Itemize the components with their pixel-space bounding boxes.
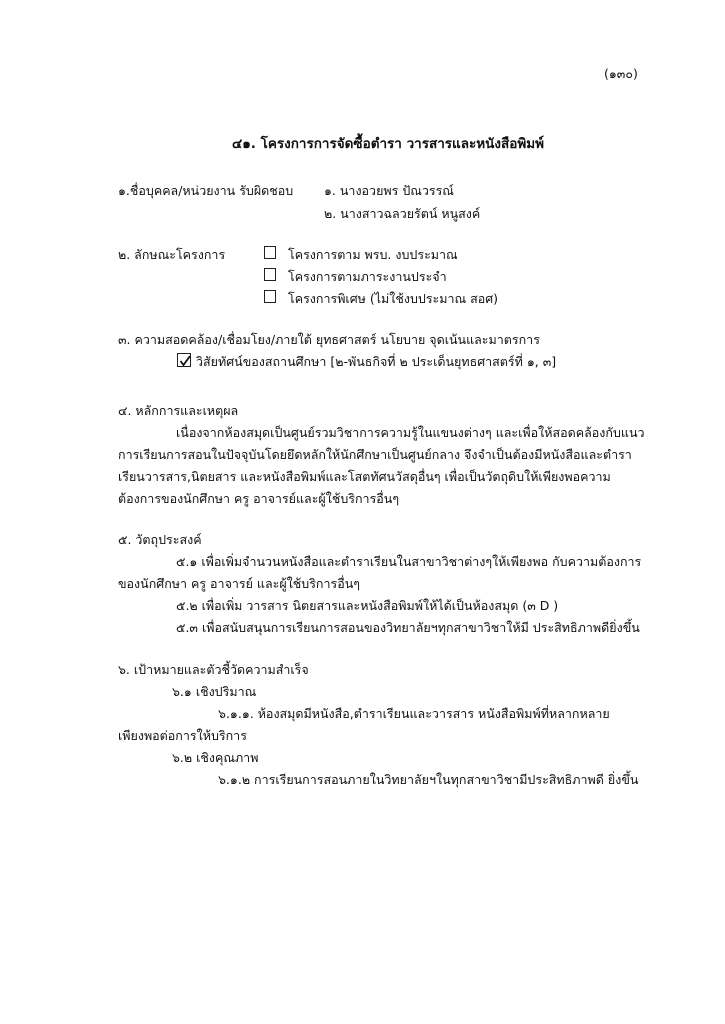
objectives-label: ๕. วัตถุประสงค์ <box>118 532 202 547</box>
alignment-item: วิสัยทัศน์ของสถานศึกษา [๒-พันธกิจที่ ๒ ประเด็นยุทธศาสตร์ที่ ๑, ๓] <box>196 354 557 369</box>
project-type-label: ๒. ลักษณะโครงการ <box>118 247 226 262</box>
check-icon <box>178 354 192 368</box>
rationale-line-1: เนื่องจากห้องสมุดเป็นศูนย์รวมวิชาการความรู้ในแขนงต่างๆ และเพื่อให้สอดคล้องกับแนว <box>176 425 645 440</box>
responsible-person-1: ๑. นางอวยพร ปัณวรรณ์ <box>324 183 454 198</box>
alignment-label: ๓. ความสอดคล้อง/เชื่อมโยง/ภายใต้ ยุทธศาสตร์ นโยบาย จุดเน้นและมาตรการ <box>118 332 540 347</box>
quantity-target-item-continued: เพียงพอต่อการให้บริการ <box>118 728 247 743</box>
project-type-option-1: โครงการตาม พรบ. งบประมาณ <box>288 247 458 262</box>
objective-1-continued: ของนักศึกษา ครู อาจารย์ และผู้ใช้บริการอื่นๆ <box>118 576 360 591</box>
page-title: ๔๑. โครงการการจัดซื้อตำรา วารสารและหนังสือพิมพ์ <box>232 136 545 152</box>
project-type-checkbox-2[interactable] <box>264 268 276 281</box>
rationale-line-3: เรียนวารสาร,นิตยสาร และหนังสือพิมพ์และโสตทัศนวัสดุอื่นๆ เพื่อเป็นวัตถุดิบให้เพียงพอความ <box>118 469 611 484</box>
project-type-checkbox-1[interactable] <box>264 246 276 259</box>
responsible-label: ๑.ชื่อบุคคล/หน่วยงาน รับผิดชอบ <box>118 183 294 198</box>
page-number: (๑๓๐) <box>604 66 638 81</box>
quantity-target-label: ๖.๑ เชิงปริมาณ <box>172 684 257 699</box>
objective-3: ๕.๓ เพื่อสนับสนุนการเรียนการสอนของวิทยาลัยฯทุกสาขาวิชาให้มี ประสิทธิภาพดียิ่งขึ้น <box>176 620 640 635</box>
project-type-option-2: โครงการตามภาระงานประจำ <box>288 269 447 284</box>
objective-1: ๕.๑ เพื่อเพิ่มจำนวนหนังสือและตำราเรียนในสาขาวิชาต่างๆให้เพียงพอ กับความต้องการ <box>176 554 642 569</box>
responsible-person-2: ๒. นางสาวฉลวยรัตน์ หนูสงค์ <box>324 206 481 221</box>
quantity-target-item: ๖.๑.๑. ห้องสมุดมีหนังสือ,ตำราเรียนและวารสาร หนังสือพิมพ์ที่หลากหลาย <box>218 706 610 721</box>
objective-2: ๕.๒ เพื่อเพิ่ม วารสาร นิตยสารและหนังสือพิมพ์ให้ได้เป็นห้องสมุด (๓ D ) <box>176 598 559 613</box>
targets-label: ๖. เป้าหมายและตัวชี้วัดความสำเร็จ <box>118 662 309 677</box>
quality-target-label: ๖.๒ เชิงคุณภาพ <box>172 750 259 765</box>
alignment-checkbox-checked[interactable] <box>177 353 191 367</box>
rationale-label: ๔. หลักการและเหตุผล <box>118 403 239 418</box>
quality-target-item: ๖.๑.๒ การเรียนการสอนภายในวิทยาลัยฯในทุกสาขาวิชามีประสิทธิภาพดี ยิ่งขึ้น <box>218 772 639 787</box>
project-type-option-3: โครงการพิเศษ (ไม่ใช้งบประมาณ สอศ) <box>288 291 499 306</box>
project-type-checkbox-3[interactable] <box>264 290 276 303</box>
rationale-line-2: การเรียนการสอนในปัจจุบันโดยยึดหลักให้นักศึกษาเป็นศูนย์กลาง จึงจำเป็นต้องมีหนังสือและตำรา <box>118 447 632 462</box>
rationale-line-4: ต้องการของนักศึกษา ครู อาจารย์และผู้ใช้บริการอื่นๆ <box>118 491 400 506</box>
